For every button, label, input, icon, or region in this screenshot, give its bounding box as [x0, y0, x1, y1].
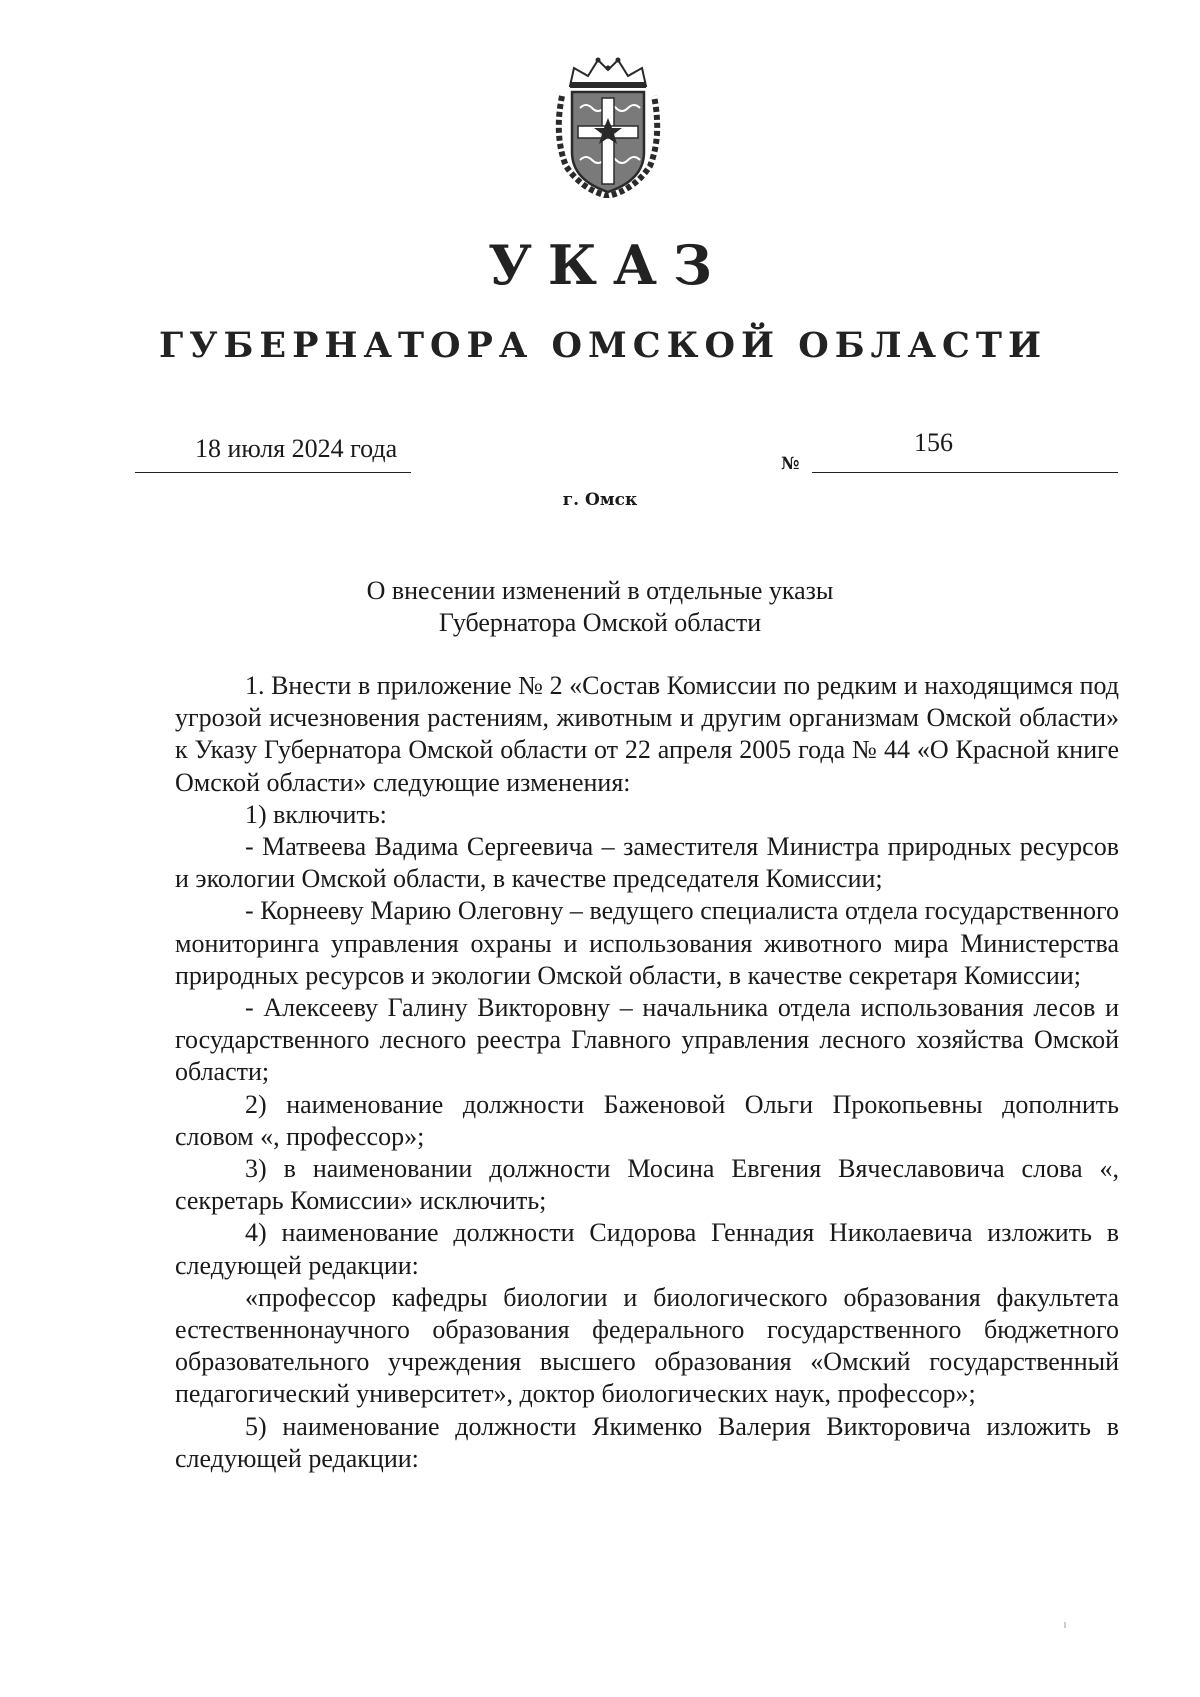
decree-number: 156 [914, 428, 953, 457]
place: г. Омск [562, 490, 638, 510]
coat-of-arms-icon [552, 56, 664, 198]
paragraph: 3) в наименовании должности Мосина Евгения Вячеславовича слова «, секретарь Комиссии» исключить; [175, 1154, 1119, 1216]
decree-title: УКАЗ [488, 233, 728, 297]
scan-speck [1064, 1622, 1066, 1628]
paragraph: 1. Внести в приложение № 2 «Состав Комиссии по редким и находящимся под угрозой исчезновения растениям, животным и другим организмам Омской области» к Указу Губернатора Омской области от 22 апреля 2005 года № 44 «О Красной книге Омской области» следующие изменения: [175, 671, 1119, 797]
heading-line: О внесении изменений в отдельные указы [366, 576, 834, 605]
decree-subtitle: ГУБЕРНАТОРА ОМСКОЙ ОБЛАСТИ [158, 325, 1048, 366]
paragraph: 2) наименование должности Баженовой Ольги Прокопьевны дополнить словом «, профессор»; [175, 1089, 1119, 1151]
paragraph: - Алексееву Галину Викторовну – начальника отдела использования лесов и государственного лесного реестра Главного управления лесного хозяйства Омской области; [175, 993, 1119, 1087]
heading-line: Губернатора Омской области [438, 608, 762, 637]
paragraph: «профессор кафедры биологии и биологического образования факультета естественнонаучного образования федерального государственного бюджетного образовательного учреждения высшего образования «Омский государственный педагогический университет», доктор биологических наук, профессор»; [175, 1282, 1119, 1409]
decree-date: 18 июля 2024 года [195, 434, 398, 463]
number-sign: № [781, 454, 800, 474]
paragraph: - Корнееву Марию Олеговну – ведущего специалиста отдела государственного мониторинга управления охраны и использования животного мира Министерства природных ресурсов и экологии Омской области, в качестве секретаря Комиссии; [175, 896, 1119, 990]
paragraph: - Матвеева Вадима Сергеевича – заместителя Министра природных ресурсов и экологии Омской области, в качестве председателя Комиссии; [175, 832, 1119, 894]
date-field [135, 432, 411, 473]
paragraph: 5) наименование должности Якименко Валерия Викторовича изложить в следующей редакции: [175, 1411, 1119, 1473]
number-field [812, 428, 1118, 473]
paragraph: 1) включить: [245, 799, 387, 829]
paragraph: 4) наименование должности Сидорова Геннадия Николаевича изложить в следующей редакции: [175, 1218, 1119, 1280]
decree-heading [300, 575, 900, 639]
decree-body [175, 670, 1119, 1475]
